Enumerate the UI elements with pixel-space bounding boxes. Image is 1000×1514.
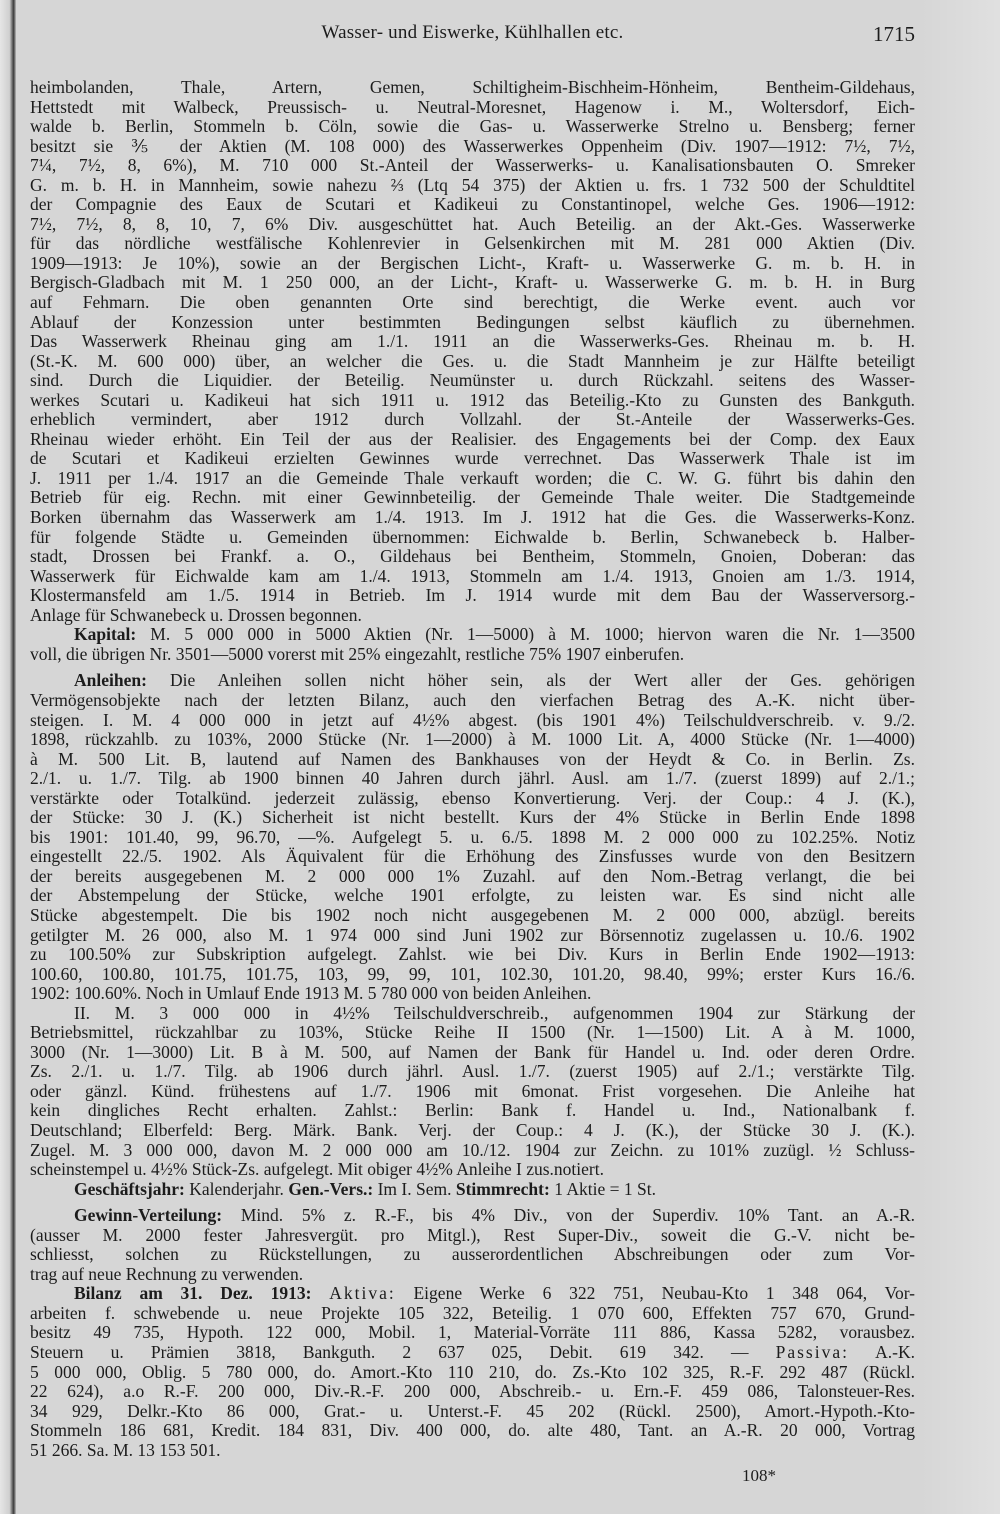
text-line bbox=[30, 98, 915, 118]
text-segment: 1898, rückzahlb. zu 103%, 2000 Stücke (Nr. 1—2000) à M. 1000 Lit. A, 4000 Stücke (Nr. 1—4000) bbox=[30, 730, 915, 750]
text-segment: bis 1901: 101.40, 99, 96.70, —%. Aufgelegt 5. u. 6./5. 1898 M. 2 000 000 zu 102.25%. Notiz bbox=[30, 827, 915, 847]
text-segment: Wasserwerk für Eichwalde kam am 1./4. 1913, Stommeln am 1./4. 1913, Gnoien am 1./3. 1914, bbox=[30, 566, 915, 586]
text-line bbox=[30, 1323, 915, 1343]
text-segment: erheblich vermindert, aber 1912 durch Vollzahl. der St.-Anteile der Wasserwerks-Ges. bbox=[30, 410, 915, 430]
text-segment: voll, die übrigen Nr. 3501—5000 vorerst mit 25% eingezahlt, restliche 75% 1907 einberufen. bbox=[30, 644, 685, 664]
text-line bbox=[30, 469, 915, 489]
text-line bbox=[30, 410, 915, 430]
text-segment: A.-K. bbox=[848, 1343, 915, 1362]
text-segment: schliesst, solchen zu Rückstellungen, zu ausserordentlichen Abschreibungen oder zum Vor- bbox=[30, 1245, 915, 1265]
text-line bbox=[30, 671, 915, 691]
paragraph bbox=[30, 1004, 915, 1180]
text-segment: sind. Durch die Liquidier. der Beteilig. Neumünster u. durch Rückzahl. seitens des Wasser- bbox=[30, 371, 915, 391]
text-line bbox=[30, 176, 915, 196]
text-line bbox=[30, 808, 915, 828]
text-line bbox=[30, 1160, 915, 1180]
text-segment: 7¼, 7½, 8, 6%), M. 710 000 St.-Anteil der Wasserwerks- u. Kanalisationsbauten O. Smreker bbox=[30, 156, 915, 176]
text-line bbox=[30, 1304, 915, 1324]
text-segment: 5 000 000, Oblig. 5 780 000, do. Amort.-Kto 110 210, do. Zs.-Kto 102 325, R.-F. 292 487 (Rückl. bbox=[30, 1362, 915, 1382]
text-line bbox=[30, 332, 915, 352]
text-segment: Betrieb für eig. Rechn. mit einer Gewinnbeteilig. der Gemeinde Thale weiter. Die Stadtgemeinde bbox=[30, 488, 915, 508]
text-line bbox=[30, 965, 915, 985]
text-segment bbox=[311, 1284, 329, 1303]
text-segment: Vermögensobjekte nach der letzten Bilanz, auch den vierfachen Betrag des A.-K. nicht über- bbox=[30, 690, 915, 710]
text-segment: Ablauf der Konzession unter bestimmten Bedingungen selbst käuflich zu übernehmen. bbox=[30, 312, 915, 332]
text-line bbox=[30, 156, 915, 176]
text-segment: Anlage für Schwanebeck u. Drossen begonnen. bbox=[30, 605, 362, 625]
text-line bbox=[30, 711, 915, 731]
text-segment: für das nördliche westfälische Kohlenrevier in Gelsenkirchen mit M. 281 000 Aktien (Div. bbox=[30, 234, 915, 254]
text-segment: M. 5 000 000 in 5000 Aktien (Nr. 1—5000) à M. 1000; hiervon waren die Nr. 1—3500 bbox=[136, 625, 915, 645]
section-label: Anleihen: bbox=[74, 671, 147, 691]
text-segment: getilgter M. 26 000, also M. 1 974 000 sind Juni 1902 zur Börsennotiz zugelassen u. 10./6. 1902 bbox=[30, 925, 915, 945]
text-line bbox=[30, 1062, 915, 1082]
text-line bbox=[30, 1206, 915, 1226]
text-line bbox=[30, 273, 915, 293]
text-line bbox=[30, 1363, 915, 1383]
text-segment: stadt, Drossen bei Frankf. a. O., Gildehaus bei Bentheim, Stommeln, Gnoien, Doberan: das bbox=[30, 547, 915, 567]
text-segment: Stücke abgestempelt. Die bis 1902 noch nicht ausgegebenen M. 2 000 000, abzügl. bereits bbox=[30, 905, 915, 925]
text-segment: für folgende Städte u. Gemeinden übernommen: Eichwalde b. Berlin, Schwanebeck b. Halber- bbox=[30, 527, 915, 547]
text-line bbox=[30, 789, 915, 809]
text-segment: Steuern u. Prämien 3818, Bankguth. 2 637 025, Debit. 619 342. — bbox=[30, 1343, 776, 1362]
text-line bbox=[30, 352, 915, 372]
text-line bbox=[30, 488, 915, 508]
text-line bbox=[30, 1004, 915, 1024]
page-gutter-edge bbox=[0, 0, 16, 1514]
text-line bbox=[30, 828, 915, 848]
text-segment: 51 266. Sa. M. 13 153 501. bbox=[30, 1440, 221, 1460]
text-segment: besitzt sie ⅗ der Aktien (M. 108 000) des Wasserwerkes Oppenheim (Div. 1907—1912: 7½, 7½, bbox=[30, 136, 915, 156]
text-segment: Im I. Sem. bbox=[373, 1179, 456, 1199]
text-segment: zu 100.50% zur Subskription aufgelegt. Zahlst. wie bei Div. Kurs in Berlin Ende 1902—1913: bbox=[30, 945, 915, 965]
text-segment: Betriebsmittel, rückzahlbar zu 103%, Stücke Reihe II 1500 (Nr. 1—1500) Lit. A à M. 1000, bbox=[30, 1023, 915, 1043]
paragraph bbox=[30, 1180, 915, 1200]
text-line bbox=[30, 730, 915, 750]
text-segment: auf Fehmarn. Die oben genannten Orte sind berechtigt, die Werke event. auch vor bbox=[30, 293, 915, 313]
text-line bbox=[30, 117, 915, 137]
text-segment: arbeiten f. schwebende u. neue Projekte 105 322, Beteilig. 1 070 600, Effekten 757 670, Grund- bbox=[30, 1303, 915, 1323]
text-line bbox=[30, 769, 915, 789]
text-line bbox=[30, 867, 915, 887]
text-line bbox=[30, 547, 915, 567]
text-line bbox=[30, 691, 915, 711]
running-title: Wasser- und Eiswerke, Kühlhallen etc. bbox=[321, 22, 624, 43]
text-line bbox=[30, 78, 915, 98]
page-number: 1715 bbox=[873, 22, 915, 46]
section-label: Geschäftsjahr: bbox=[74, 1179, 185, 1199]
text-line bbox=[30, 528, 915, 548]
text-line bbox=[30, 234, 915, 254]
text-line bbox=[30, 1343, 915, 1363]
text-line bbox=[30, 371, 915, 391]
text-segment: Kalenderjahr. bbox=[184, 1179, 289, 1199]
text-segment: Rheinau wieder erhöht. Ein Teil der aus der Realisier. des Engagements bei der Comp. dex Eaux bbox=[30, 429, 915, 449]
text-segment: der Stücke: 30 J. (K.) Sicherheit ist nicht bestellt. Kurs der 4% Stücke in Berlin Ende 1898 bbox=[30, 808, 915, 828]
section-label: Kapital: bbox=[74, 625, 137, 645]
text-segment: 3000 (Nr. 1—3000) Lit. B à M. 500, auf Namen der Bank für Handel u. Ind. oder deren Ordre. bbox=[30, 1042, 915, 1062]
text-segment: 1909—1913: Je 10%), sowie an der Bergischen Licht-, Kraft- u. Wasserwerke G. m. b. H. in bbox=[30, 253, 915, 273]
text-line bbox=[30, 1382, 915, 1402]
text-segment: 2./1. u. 1./7. Tilg. ab 1900 binnen 40 Jahren durch jährl. Ausl. am 1./7. (zuerst 1899) auf 2./1.; bbox=[30, 769, 915, 789]
text-line bbox=[30, 645, 915, 665]
paragraph bbox=[30, 625, 915, 664]
text-line bbox=[30, 293, 915, 313]
text-line bbox=[30, 1441, 915, 1461]
text-segment: Borken übernahm das Wasserwerk am 1./4. 1913. Im J. 1912 hat die Ges. die Wasserwerks-Konz. bbox=[30, 508, 915, 528]
text-line bbox=[30, 926, 915, 946]
text-segment: Klostermansfeld am 1./5. 1914 in Betrieb. Im J. 1914 wurde mit dem Bau der Wasserversorg.- bbox=[30, 586, 915, 606]
text-segment: Stommeln 186 681, Kredit. 184 831, Div. 400 000, do. alte 480, Tant. an A.-R. 20 000, Vortrag bbox=[30, 1421, 915, 1441]
text-segment: eingestellt 22./5. 1902. Als Äquivalent für die Erhöhung des Zinsfusses wurde von den Besitzern bbox=[30, 847, 915, 867]
text-line bbox=[30, 137, 915, 157]
text-segment: der Compagnie des Eaux de Scutari et Kadikeui zu Constantinopel, welche Ges. 1906—1912: bbox=[30, 195, 915, 215]
paragraph bbox=[30, 78, 915, 625]
section-label: Bilanz am 31. Dez. 1913: bbox=[74, 1284, 312, 1304]
section-label: Gewinn-Verteilung: bbox=[74, 1206, 223, 1226]
text-line bbox=[30, 945, 915, 965]
text-segment: Hettstedt mit Walbeck, Preussisch- u. Neutral-Moresnet, Hagenow i. M., Woltersdorf, Eich- bbox=[30, 97, 915, 117]
text-segment: scheinstempel u. 4½% Stück-Zs. aufgelegt. Mit obiger 4½% Anleihe I zus.notiert. bbox=[30, 1160, 604, 1180]
text-line bbox=[30, 1101, 915, 1121]
text-segment: oder gänzl. Künd. frühestens auf 1./7. 1906 mit 6monat. Frist vorgesehen. Die Anleihe hat bbox=[30, 1081, 915, 1101]
text-segment: à M. 500 Lit. B, lautend auf Namen des Bankhauses von der Heydt & Co. in Berlin. Zs. bbox=[30, 749, 915, 769]
paragraph bbox=[30, 1206, 915, 1284]
text-line bbox=[30, 1141, 915, 1161]
text-segment: steigen. I. M. 4 000 000 in jetzt auf 4½% abgest. (bis 1901 4%) Teilschuldverschreib. v. 9./2. bbox=[30, 710, 915, 730]
text-segment: Bergisch-Gladbach mit M. 1 250 000, an der Licht-, Kraft- u. Wasserwerke G. m. b. H. in Burg bbox=[30, 273, 915, 293]
text-segment: 100.60, 100.80, 101.75, 101.75, 103, 99, 99, 101, 102.30, 101.20, 98.40, 99%; erster Kurs 16./6. bbox=[30, 964, 915, 984]
text-line bbox=[30, 254, 915, 274]
text-segment: besitz 49 735, Hypoth. 122 000, Mobil. 1, Material-Vorräte 111 886, Kassa 5282, vorausbez. bbox=[30, 1323, 915, 1343]
text-segment: kein dingliches Recht erhalten. Zahlst.: Berlin: Bank f. Handel u. Ind., Nationalbank f. bbox=[30, 1101, 915, 1121]
text-segment: Mind. 5% z. R.-F., bis 4% Div., von der Superdiv. 10% Tant. an A.-R. bbox=[222, 1206, 915, 1226]
text-segment: Zs. 2./1. u. 1./7. Tilg. ab 1906 durch jährl. Ausl. 1./7. (zuerst 1905) auf 2./1.; verstärkte Tilg. bbox=[30, 1062, 915, 1082]
text-line bbox=[30, 449, 915, 469]
text-line bbox=[30, 1121, 915, 1141]
page-shading bbox=[920, 0, 1000, 1514]
text-line bbox=[30, 906, 915, 926]
text-segment: werkes Scutari u. Kadikeui hat sich 1911 u. 1912 das Beteilig.-Kto zu Gunsten des Bankguth. bbox=[30, 390, 915, 410]
text-line bbox=[30, 1180, 915, 1200]
paragraph bbox=[30, 1284, 915, 1460]
section-label: Aktiva: bbox=[329, 1284, 396, 1304]
text-line bbox=[30, 984, 915, 1004]
paragraph bbox=[30, 671, 915, 1003]
text-segment: Die Anleihen sollen nicht höher sein, als der Wert aller der Ges. gehörigen bbox=[146, 671, 915, 691]
text-line bbox=[30, 508, 915, 528]
text-line bbox=[30, 1226, 915, 1246]
text-segment: der bereits ausgegebenen M. 2 000 000 1% Zuzahl. auf den Nom.-Betrag verlangt, die bei bbox=[30, 866, 915, 886]
text-line bbox=[30, 1284, 915, 1304]
text-line bbox=[30, 1245, 915, 1265]
text-segment: G. m. b. H. in Mannheim, sowie nahezu ⅔ (Ltq 54 375) der Aktien u. frs. 1 732 500 der Schuldtitel bbox=[30, 175, 915, 195]
text-line bbox=[30, 886, 915, 906]
text-segment: Eigene Werke 6 322 751, Neubau-Kto 1 348 064, Vor- bbox=[395, 1284, 915, 1304]
text-line bbox=[30, 1043, 915, 1063]
text-line bbox=[30, 606, 915, 626]
text-segment: 22 624), a.o R.-F. 200 000, Div.-R.-F. 200 000, Abschreib.- u. Ern.-F. 459 086, Talonsteuer-Res. bbox=[30, 1382, 915, 1402]
text-line bbox=[30, 567, 915, 587]
text-line bbox=[30, 1402, 915, 1422]
text-segment: heimbolanden, Thale, Artern, Gemen, Schiltigheim-Bischheim-Hönheim, Bentheim-Gildehaus, bbox=[30, 78, 915, 97]
text-segment: J. 1911 per 1./4. 1917 an die Gemeinde Thale verkauft worden; die C. W. G. führt bis dahin den bbox=[30, 468, 915, 488]
text-line bbox=[30, 586, 915, 606]
text-segment: trag auf neue Rechnung zu verwenden. bbox=[30, 1264, 304, 1284]
text-segment: (ausser M. 2000 fester Jahresvergüt. pro Mitgl.), Rest Super-Div., soweit die G.-V. nicht be- bbox=[30, 1225, 915, 1245]
text-line bbox=[30, 1421, 915, 1441]
text-line bbox=[30, 1265, 915, 1285]
running-header bbox=[30, 22, 915, 48]
signature-mark: 108* bbox=[742, 1466, 776, 1485]
text-segment: 1902: 100.60%. Noch in Umlauf Ende 1913 M. 5 780 000 von beiden Anleihen. bbox=[30, 984, 592, 1004]
text-segment: 7½, 7½, 8, 8, 10, 7, 6% Div. ausgeschüttet hat. Auch Beteilig. an der Akt.-Ges. Wasserwerke bbox=[30, 214, 915, 234]
text-line bbox=[30, 313, 915, 333]
section-label: Gen.-Vers.: bbox=[288, 1179, 374, 1199]
text-line bbox=[30, 750, 915, 770]
text-segment: de Scutari et Kadikeui erzielten Gewinnes wurde verrechnet. Das Wasserwerk Thale ist im bbox=[30, 449, 915, 469]
text-line bbox=[30, 215, 915, 235]
text-segment: walde b. Berlin, Stommeln b. Cöln, sowie die Gas- u. Wasserwerke Strelno u. Bensberg; ferner bbox=[30, 117, 915, 137]
text-segment: 1 Aktie = 1 St. bbox=[549, 1179, 656, 1199]
text-line bbox=[30, 625, 915, 645]
text-line bbox=[30, 1082, 915, 1102]
text-segment: II. M. 3 000 000 in 4½% Teilschuldverschreib., aufgenommen 1904 zur Stärkung der bbox=[74, 1003, 915, 1023]
text-segment: (St.-K. M. 600 000) über, an welcher die Ges. u. die Stadt Mannheim je zur Hälfte beteiligt bbox=[30, 351, 915, 371]
text-line bbox=[30, 391, 915, 411]
text-segment: Das Wasserwerk Rheinau ging am 1./1. 1911 an die Wasserwerks-Ges. Rheinau m. b. H. bbox=[30, 332, 915, 352]
text-line bbox=[30, 430, 915, 450]
text-segment: Deutschland; Elberfeld: Berg. Märk. Bank. Verj. der Coup.: 4 J. (K.), der Stücke 30 J. (K.). bbox=[30, 1120, 915, 1140]
text-line bbox=[30, 847, 915, 867]
text-segment: Zugel. M. 3 000 000, davon M. 2 000 000 am 10./12. 1904 zur Zeichn. zu 101% zuzügl. ½ Schluss- bbox=[30, 1140, 915, 1160]
text-segment: 34 929, Delkr.-Kto 86 000, Grat.- u. Unterst.-F. 45 202 (Rückl. 2500), Amort.-Hypoth.-Kto- bbox=[30, 1401, 915, 1421]
section-label: Passiva: bbox=[775, 1343, 849, 1362]
page-body-text bbox=[30, 78, 915, 1460]
text-segment: verstärkte oder Totalkünd. jederzeit zulässig, ebenso Konvertierung. Verj. der Coup.: 4 J. (K.), bbox=[30, 788, 915, 808]
text-line bbox=[30, 1023, 915, 1043]
text-line bbox=[30, 195, 915, 215]
section-label: Stimmrecht: bbox=[455, 1179, 550, 1199]
text-segment: der Abstempelung der Stücke, welche 1901 erfolgte, zu leisten war. Es sind nicht alle bbox=[30, 886, 915, 906]
